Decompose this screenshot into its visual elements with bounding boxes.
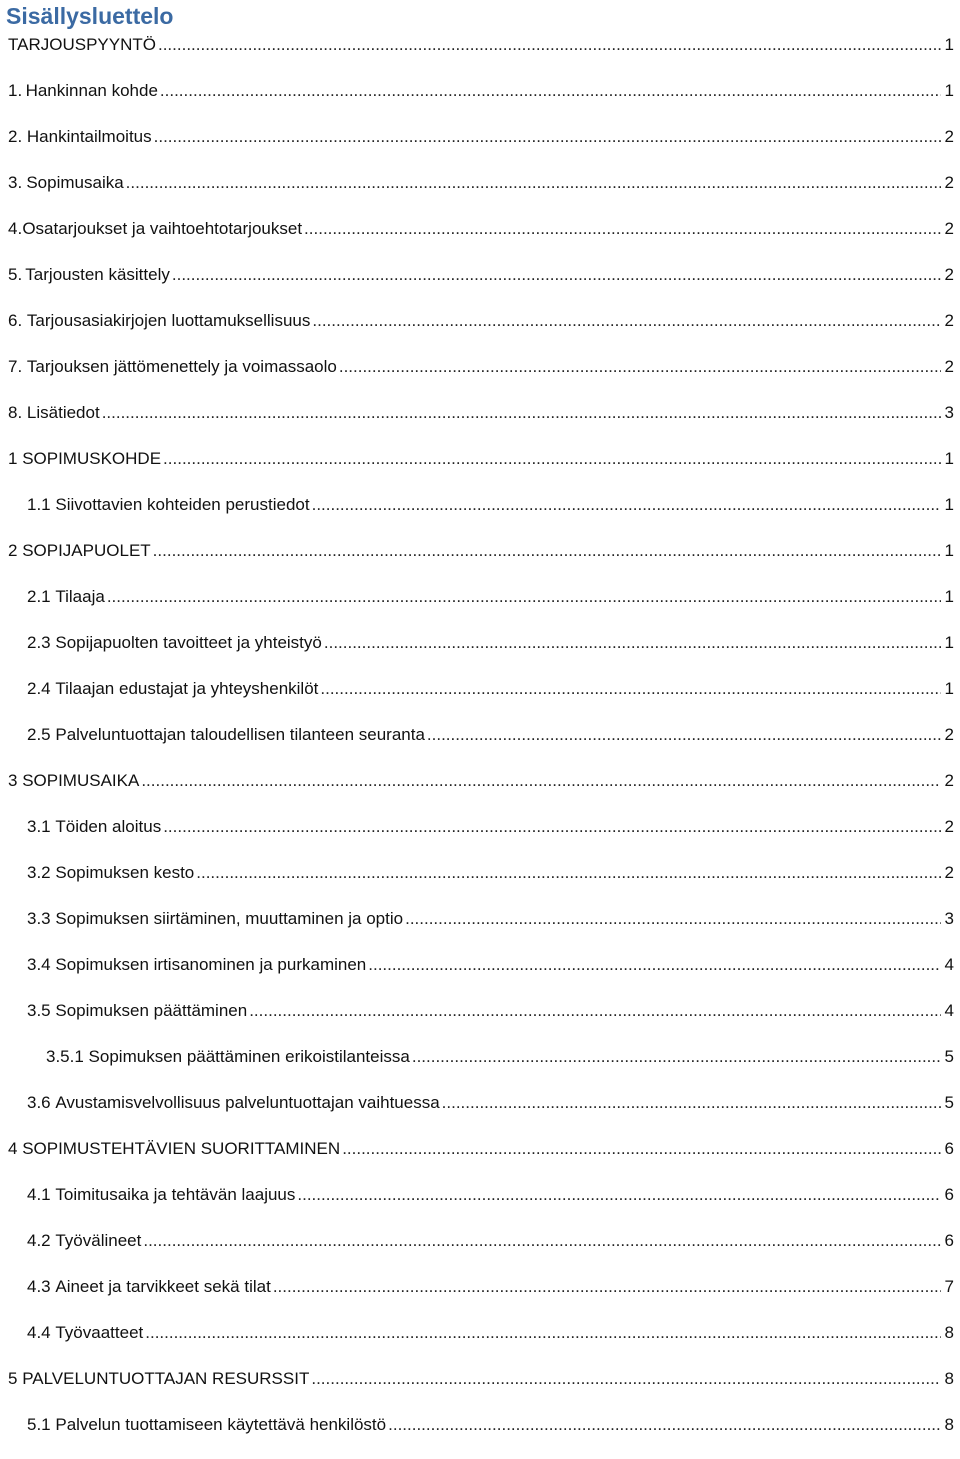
toc-entry[interactable] bbox=[0, 585, 960, 631]
toc-entry-page-number: 2 bbox=[944, 127, 954, 146]
toc-entry-label: Siivottavien kohteiden perustiedot bbox=[55, 495, 310, 514]
toc-entry[interactable] bbox=[0, 861, 960, 907]
toc-entry[interactable] bbox=[0, 815, 960, 861]
toc-entry-page-number: 2 bbox=[944, 771, 954, 790]
toc-entry-label: Tarjousten käsittely bbox=[25, 265, 170, 284]
toc-entry-label: Työvaatteet bbox=[55, 1323, 144, 1342]
toc-entry-label: Palvelun tuottamiseen käytettävä henkilöstö bbox=[55, 1415, 387, 1434]
toc-dot-leader bbox=[339, 355, 941, 379]
toc-dot-leader bbox=[163, 815, 940, 839]
toc-dot-leader bbox=[405, 907, 940, 931]
toc-entry-label: Aineet ja tarvikkeet sekä tilat bbox=[55, 1277, 271, 1296]
toc-entry[interactable] bbox=[0, 355, 960, 401]
toc-entry-number: 5.1 bbox=[27, 1415, 56, 1434]
toc-entry-number: 4. bbox=[8, 219, 23, 238]
toc-dot-leader bbox=[312, 309, 940, 333]
toc-entry-number: 6. bbox=[8, 311, 27, 330]
toc-dot-leader bbox=[143, 1229, 940, 1253]
toc-entry-page-number: 8 bbox=[944, 1369, 954, 1388]
toc-entry-number: 3.2 bbox=[27, 863, 56, 882]
toc-entry-number: 3. bbox=[8, 173, 23, 192]
toc-entry[interactable] bbox=[0, 1413, 960, 1459]
toc-dot-leader bbox=[145, 1321, 940, 1345]
toc-entry-label: Palveluntuottajan taloudellisen tilanteen seuranta bbox=[55, 725, 425, 744]
toc-entry-number: 4.2 bbox=[27, 1231, 56, 1250]
toc-dot-leader bbox=[427, 723, 941, 747]
toc-entry[interactable] bbox=[0, 953, 960, 999]
toc-list bbox=[0, 33, 960, 1459]
toc-entry-number: 4.4 bbox=[27, 1323, 56, 1342]
toc-entry[interactable] bbox=[0, 1091, 960, 1137]
toc-entry-label: Työvälineet bbox=[55, 1231, 142, 1250]
toc-entry-page-number: 7 bbox=[944, 1277, 954, 1296]
toc-entry-page-number: 1 bbox=[944, 495, 954, 514]
toc-entry-page-number: 3 bbox=[944, 909, 954, 928]
toc-entry-number: 3.4 bbox=[27, 955, 56, 974]
toc-entry-number: 3.3 bbox=[27, 909, 56, 928]
toc-entry-label: Tilaajan edustajat ja yhteyshenkilöt bbox=[55, 679, 319, 698]
toc-entry-label: Tarjouksen jättömenettely ja voimassaolo bbox=[26, 357, 337, 376]
toc-entry[interactable] bbox=[0, 125, 960, 171]
toc-entry-number: 3.1 bbox=[27, 817, 56, 836]
toc-entry-label: Tilaaja bbox=[55, 587, 105, 606]
toc-entry-label: Sopimuksen päättäminen erikoistilanteissa bbox=[88, 1047, 410, 1066]
toc-entry-label: Osatarjoukset ja vaihtoehtotarjoukset bbox=[22, 219, 303, 238]
toc-entry-page-number: 8 bbox=[944, 1323, 954, 1342]
toc-entry[interactable] bbox=[0, 539, 960, 585]
toc-dot-leader bbox=[160, 79, 941, 103]
toc-dot-leader bbox=[304, 217, 940, 241]
toc-dot-leader bbox=[107, 585, 941, 609]
toc-dot-leader bbox=[320, 677, 940, 701]
toc-entry-page-number: 1 bbox=[944, 449, 954, 468]
toc-entry-page-number: 1 bbox=[944, 587, 954, 606]
toc-dot-leader bbox=[312, 493, 941, 517]
toc-dot-leader bbox=[311, 1367, 940, 1391]
toc-entry[interactable] bbox=[0, 171, 960, 217]
toc-entry[interactable] bbox=[0, 309, 960, 355]
toc-dot-leader bbox=[163, 447, 940, 471]
toc-entry[interactable] bbox=[0, 79, 960, 125]
toc-entry-page-number: 3 bbox=[944, 403, 954, 422]
toc-entry[interactable] bbox=[0, 631, 960, 677]
toc-entry-label: SOPIMUSKOHDE bbox=[22, 449, 162, 468]
toc-entry-number: 2. bbox=[8, 127, 27, 146]
toc-entry-label: SOPIMUSAIKA bbox=[22, 771, 140, 790]
toc-entry-number: 2.3 bbox=[27, 633, 56, 652]
toc-dot-leader bbox=[172, 263, 941, 287]
toc-entry-page-number: 2 bbox=[944, 265, 954, 284]
toc-dot-leader bbox=[368, 953, 940, 977]
toc-entry[interactable] bbox=[0, 1321, 960, 1367]
toc-dot-leader bbox=[196, 861, 940, 885]
toc-entry[interactable] bbox=[0, 1275, 960, 1321]
toc-entry-label: Sopimuksen kesto bbox=[55, 863, 195, 882]
toc-entry-label: Toimitusaika ja tehtävän laajuus bbox=[55, 1185, 296, 1204]
toc-entry[interactable] bbox=[0, 999, 960, 1045]
toc-entry-label: Tarjousasiakirjojen luottamuksellisuus bbox=[26, 311, 311, 330]
toc-entry[interactable] bbox=[0, 401, 960, 447]
toc-dot-leader bbox=[154, 125, 941, 149]
toc-dot-leader bbox=[297, 1183, 940, 1207]
toc-entry-number: 5 bbox=[8, 1369, 23, 1388]
toc-entry[interactable] bbox=[0, 33, 960, 79]
toc-entry-page-number: 2 bbox=[944, 817, 954, 836]
toc-entry[interactable] bbox=[0, 1045, 960, 1091]
toc-entry-label: PALVELUNTUOTTAJAN RESURSSIT bbox=[22, 1369, 310, 1388]
toc-entry[interactable] bbox=[0, 907, 960, 953]
toc-entry-number: 4.1 bbox=[27, 1185, 56, 1204]
toc-title: Sisällysluettelo bbox=[6, 3, 174, 29]
toc-entry[interactable] bbox=[0, 769, 960, 815]
toc-entry-label: Sopijapuolten tavoitteet ja yhteistyö bbox=[55, 633, 322, 652]
toc-dot-leader bbox=[141, 769, 940, 793]
toc-entry-label: SOPIJAPUOLET bbox=[22, 541, 151, 560]
toc-entry-page-number: 2 bbox=[944, 357, 954, 376]
toc-dot-leader bbox=[342, 1137, 940, 1161]
toc-entry-page-number: 6 bbox=[944, 1231, 954, 1250]
toc-entry-label: SOPIMUSTEHTÄVIEN SUORITTAMINEN bbox=[22, 1139, 341, 1158]
toc-entry-number: 3.5.1 bbox=[46, 1047, 89, 1066]
toc-entry-number: 1. bbox=[8, 81, 23, 100]
toc-entry-page-number: 8 bbox=[944, 1415, 954, 1434]
toc-entry[interactable] bbox=[0, 1367, 960, 1413]
toc-entry[interactable] bbox=[0, 493, 960, 539]
toc-entry-number: 1.1 bbox=[27, 495, 56, 514]
toc-entry-label: TARJOUSPYYNTÖ bbox=[8, 35, 156, 54]
toc-entry-label: Hankinnan kohde bbox=[25, 81, 158, 100]
toc-entry-page-number: 1 bbox=[944, 679, 954, 698]
toc-entry-page-number: 4 bbox=[944, 955, 954, 974]
toc-entry-page-number: 1 bbox=[944, 35, 954, 54]
toc-entry-page-number: 1 bbox=[944, 541, 954, 560]
toc-entry-page-number: 1 bbox=[944, 633, 954, 652]
toc-entry-number: 2 bbox=[8, 541, 23, 560]
toc-entry-number: 2.5 bbox=[27, 725, 56, 744]
toc-entry-label: Sopimuksen siirtäminen, muuttaminen ja optio bbox=[55, 909, 404, 928]
toc-entry-label: Töiden aloitus bbox=[55, 817, 162, 836]
toc-entry-page-number: 6 bbox=[944, 1185, 954, 1204]
toc-entry-number: 2.4 bbox=[27, 679, 56, 698]
toc-entry[interactable] bbox=[0, 447, 960, 493]
toc-entry[interactable] bbox=[0, 1137, 960, 1183]
toc-entry-label: Lisätiedot bbox=[26, 403, 100, 422]
toc-entry-page-number: 2 bbox=[944, 219, 954, 238]
toc-entry[interactable] bbox=[0, 217, 960, 263]
toc-entry-number: 3.6 bbox=[27, 1093, 56, 1112]
toc-entry-page-number: 2 bbox=[944, 725, 954, 744]
toc-entry-number: 4 bbox=[8, 1139, 23, 1158]
toc-entry-page-number: 5 bbox=[944, 1093, 954, 1112]
toc-dot-leader bbox=[158, 33, 941, 57]
toc-entry-label: Sopimuksen päättäminen bbox=[55, 1001, 248, 1020]
toc-entry-number: 3 bbox=[8, 771, 23, 790]
toc-entry[interactable] bbox=[0, 263, 960, 309]
toc-dot-leader bbox=[388, 1413, 940, 1437]
toc-entry-label: Sopimusaika bbox=[26, 173, 124, 192]
toc-entry-page-number: 1 bbox=[944, 81, 954, 100]
toc-entry-page-number: 4 bbox=[944, 1001, 954, 1020]
toc-entry-page-number: 6 bbox=[944, 1139, 954, 1158]
toc-entry-number: 4.3 bbox=[27, 1277, 56, 1296]
toc-entry-page-number: 2 bbox=[944, 311, 954, 330]
toc-entry-label: Avustamisvelvollisuus palveluntuottajan vaihtuessa bbox=[55, 1093, 440, 1112]
toc-entry-page-number: 2 bbox=[944, 863, 954, 882]
toc-dot-leader bbox=[126, 171, 941, 195]
toc-dot-leader bbox=[102, 401, 941, 425]
toc-entry[interactable] bbox=[0, 1229, 960, 1275]
toc-dot-leader bbox=[442, 1091, 941, 1115]
toc-dot-leader bbox=[324, 631, 941, 655]
toc-entry-number: 1 bbox=[8, 449, 23, 468]
toc-dot-leader bbox=[249, 999, 940, 1023]
toc-entry-number: 7. bbox=[8, 357, 27, 376]
toc-dot-leader bbox=[273, 1275, 941, 1299]
toc-entry[interactable] bbox=[0, 723, 960, 769]
toc-entry-number: 2.1 bbox=[27, 587, 56, 606]
toc-entry[interactable] bbox=[0, 1183, 960, 1229]
toc-entry-number: 8. bbox=[8, 403, 27, 422]
toc-entry-page-number: 5 bbox=[944, 1047, 954, 1066]
toc-entry-label: Sopimuksen irtisanominen ja purkaminen bbox=[55, 955, 367, 974]
toc-entry-number: 5. bbox=[8, 265, 23, 284]
toc-entry-number: 3.5 bbox=[27, 1001, 56, 1020]
toc-dot-leader bbox=[412, 1045, 941, 1069]
toc-dot-leader bbox=[153, 539, 941, 563]
toc-entry[interactable] bbox=[0, 677, 960, 723]
toc-entry-page-number: 2 bbox=[944, 173, 954, 192]
toc-entry-label: Hankintailmoitus bbox=[26, 127, 152, 146]
